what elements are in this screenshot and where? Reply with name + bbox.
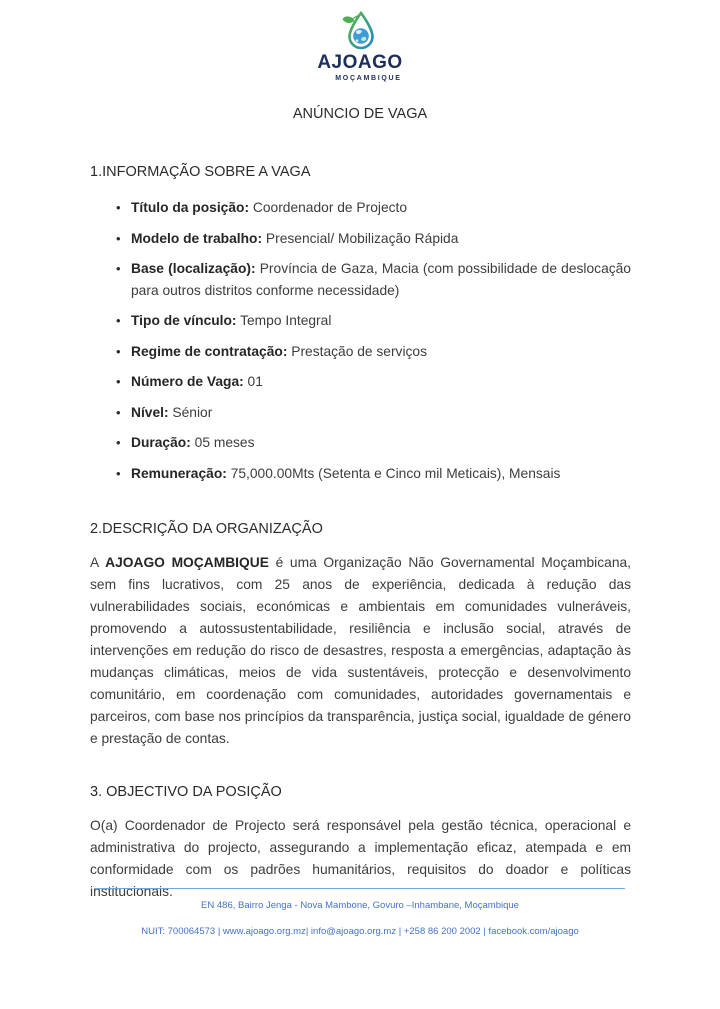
bullet-label: Duração: (131, 435, 191, 450)
bullet-value: 01 (243, 374, 263, 389)
list-item (131, 197, 631, 219)
bullet-label: Modelo de trabalho: (131, 230, 263, 246)
vacancy-info-list (90, 197, 631, 484)
section-2-heading: 2.DESCRIÇÃO DA ORGANIZAÇÃO (90, 521, 323, 537)
bullet-label: Nível: (131, 404, 169, 420)
section-1-heading: 1.INFORMAÇÃO SOBRE A VAGA (90, 164, 311, 180)
list-item (131, 402, 631, 424)
document-body (90, 164, 631, 903)
document-title: ANÚNCIO DE VAGA (292, 106, 428, 122)
organization-name: AJOAGO MOÇAMBIQUE (105, 555, 269, 570)
organization-description (90, 552, 631, 750)
bullet-value: Tempo Integral (236, 313, 332, 328)
list-item (131, 432, 631, 454)
brand-name: AJOAGO (317, 52, 403, 73)
bullet-value: 05 meses (190, 435, 255, 450)
organization-logo (0, 10, 720, 85)
footer-divider (95, 888, 625, 889)
list-item (131, 463, 631, 485)
bullet-label: Título da posição: (131, 200, 250, 215)
bullet-value: Província de Gaza, Macia (com possibilidade de deslocação para outros distritos conforme necessidade) (131, 261, 631, 298)
bullet-value: Coordenador de Projecto (249, 200, 408, 215)
paragraph-rest: é uma Organização Não Governamental Moçambicana, sem fins lucrativos, com 25 anos de experiência, dedicada à redução das vulnerabilidades sociais, económicas e ambientais em comunidades vulneráveis, promovendo a autossustentabilidade, resiliência e inclusão social, através de intervenções em redução do risco de desastres, resposta a emergências, adaptação às mudanças climáticas, meios de vida sustentáveis, protecção e desenvolvimento comunitário, em coordenação com comunidades, autoridades governamentais e parceiros, com base nos princípios da transparência, justiça social, igualdade de género e prestação de contas. (90, 555, 631, 746)
paragraph-lead: A (90, 555, 106, 570)
bullet-value: Sénior (168, 404, 213, 420)
brand-subtitle: MOÇAMBIQUE (335, 74, 402, 82)
bullet-label: Número de Vaga: (131, 374, 244, 389)
bullet-label: Regime de contratação: (131, 343, 288, 359)
bullet-label: Tipo de vínculo: (131, 313, 237, 328)
section-3-heading: 3. OBJECTIVO DA POSIÇÃO (90, 784, 282, 800)
position-objective: O(a) Coordenador de Projecto será responsável pela gestão técnica, operacional e administrativa do projecto, assegurando a implementação eficaz, atempada e em conformidade com os padrões humanitários, requisitos do doador e políticas institucionais. (90, 818, 631, 899)
list-item (131, 228, 631, 250)
bullet-value: Prestação de serviços (287, 343, 427, 359)
water-drop-globe-leaf-icon (341, 10, 379, 52)
list-item (131, 341, 631, 363)
footer-address: EN 486, Bairro Jenga - Nova Mambone, Govuro –Inhambane, Moçambique (201, 900, 519, 911)
footer-contacts: NUIT: 700064573 | www.ajoago.org.mz| info@ajoago.org.mz | +258 86 200 2002 | facebook.com/ajoago (141, 926, 579, 937)
list-item (131, 371, 631, 393)
bullet-value: 75,000.00Mts (Setenta e Cinco mil Meticais), Mensais (226, 465, 561, 481)
bullet-label: Remuneração: (131, 465, 227, 481)
bullet-label: Base (localização): (131, 261, 256, 276)
list-item (131, 258, 631, 301)
list-item (131, 310, 631, 332)
bullet-value: Presencial/ Mobilização Rápida (262, 230, 459, 246)
